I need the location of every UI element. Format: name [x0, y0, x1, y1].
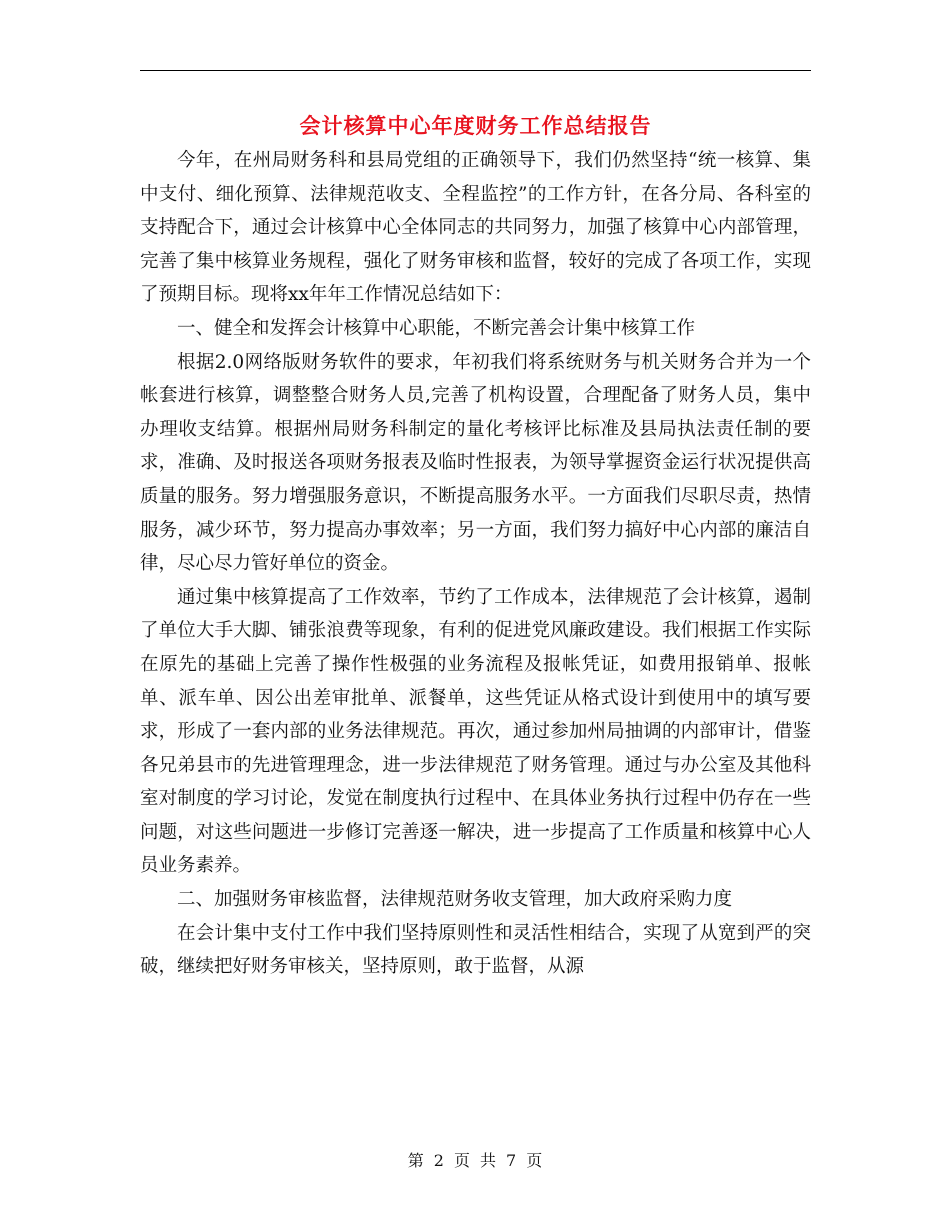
page-footer: [0, 1148, 950, 1171]
paragraph-software: 根据2.0网络版财务软件的要求，年初我们将系统财务与机关财务合并为一个帐套进行核算，调整整合财务人员,完善了机构设置，合理配备了财务人员，集中办理收支结算。根据州局财务科制定的量化考核评比标准及县局执法责任制的要求，准确、及时报送各项财务报表及临时性报表，为领导掌握资金运行状况提供高质量的服务。努力增强服务意识，不断提高服务水平。一方面我们尽职尽责，热情服务，减少环节，努力提高办事效率；另一方面，我们努力搞好中心内部的廉洁自律，尽心尽力管好单位的资金。: [140, 351, 811, 575]
document-body: [140, 144, 811, 984]
header-rule: [140, 70, 811, 71]
footer-label-unit-2: 页: [526, 1151, 543, 1170]
current-page-number: 2: [433, 1151, 444, 1170]
document-title: 会计核算中心年度财务工作总结报告: [299, 113, 652, 138]
paragraph-intro: 今年，在州局财务科和县局党组的正确领导下，我们仍然坚持“统一核算、集中支付、细化预算、法律规范收支、全程监控”的工作方针，在各分局、各科室的支持配合下，通过会计核算中心全体同志的共同努力，加强了核算中心内部管理，完善了集中核算业务规程，强化了财务审核和监督，较好的完成了各项工作，实现了预期目标。现将xx年年工作情况总结如下：: [140, 150, 811, 306]
footer-label-page: 第: [407, 1151, 424, 1170]
section-heading-1: 一、健全和发挥会计核算中心职能，不断完善会计集中核算工作: [177, 317, 696, 339]
paragraph-efficiency: 通过集中核算提高了工作效率，节约了工作成本，法律规范了会计核算，遏制了单位大手大脚、铺张浪费等现象，有利的促进党风廉政建设。我们根据工作实际在原先的基础上完善了操作性极强的业务流程及报帐凭证，如费用报销单、报帐单、派车单、因公出差审批单、派餐单，这些凭证从格式设计到使用中的填写要求，形成了一套内部的业务法律规范。再次，通过参加州局抽调的内部审计，借鉴各兄弟县市的先进管理理念，进一步法律规范了财务管理。通过与办公室及其他科室对制度的学习讨论，发觉在制度执行过程中、在具体业务执行过程中仍存在一些问题，对这些问题进一步修订完善逐一解决，进一步提高了工作质量和核算中心人员业务素养。: [140, 586, 811, 877]
footer-label-total: 共: [480, 1151, 497, 1170]
section-heading-2: 二、加强财务审核监督，法律规范财务收支管理，加大政府采购力度: [177, 889, 733, 911]
footer-label-unit: 页: [453, 1151, 470, 1170]
paragraph-payment: 在会计集中支付工作中我们坚持原则性和灵活性相结合，实现了从宽到严的突破，继续把好财务审核关，坚持原则，敢于监督，从源: [140, 922, 811, 978]
total-pages-number: 7: [506, 1151, 517, 1170]
